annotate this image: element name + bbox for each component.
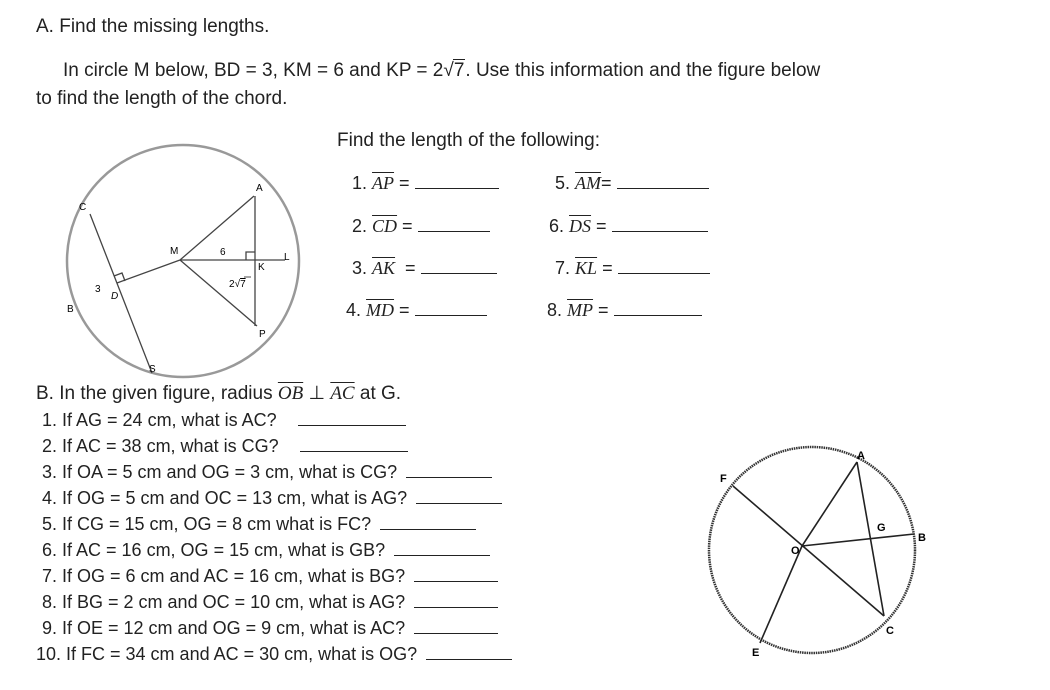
- answer-blank[interactable]: [394, 541, 490, 556]
- part-b-question-5: 5. If CG = 15 cm, OG = 8 cm what is FC?: [42, 511, 476, 537]
- label-e: E: [752, 647, 760, 659]
- item-6: 6. $\overline{DS}$ =: [549, 216, 708, 237]
- segment-ma: [180, 196, 254, 260]
- answer-blank[interactable]: [416, 489, 502, 504]
- label-k: K: [258, 262, 265, 273]
- part-b-question-9: 9. If OE = 12 cm and OG = 9 cm, what is AC?: [42, 615, 498, 641]
- item-4: 4. $\overline{MD}$ =: [346, 300, 487, 321]
- part-b-question-7: 7. If OG = 6 cm and AC = 16 cm, what is BG?: [42, 563, 498, 589]
- circle-o-figure: [690, 440, 950, 670]
- label-f: F: [720, 473, 727, 485]
- segment-mp: [180, 260, 257, 326]
- item-3: 3. $\overline{AK}$ =: [352, 258, 497, 279]
- answer-blank[interactable]: [415, 174, 499, 189]
- part-b-heading: B. In the given figure, radius $\overline{OB}$ ⊥ $\overline{AC}$ at G.: [36, 383, 402, 404]
- answer-blank[interactable]: [418, 217, 490, 232]
- diameter-fc: [733, 486, 884, 616]
- label-c: C: [886, 625, 894, 637]
- answer-blank[interactable]: [617, 174, 709, 189]
- label-b: B: [918, 532, 926, 544]
- label-l: L: [284, 252, 290, 263]
- part-b-question-3: 3. If OA = 5 cm and OG = 3 cm, what is CG?: [42, 459, 492, 485]
- label-p: P: [259, 329, 266, 340]
- answer-blank[interactable]: [614, 301, 702, 316]
- answer-blank[interactable]: [300, 437, 408, 452]
- answer-blank[interactable]: [414, 619, 498, 634]
- item-2: 2. $\overline{CD}$ =: [352, 216, 490, 237]
- label-g: G: [877, 522, 886, 534]
- answer-blank[interactable]: [415, 301, 487, 316]
- label-a: A: [857, 450, 865, 462]
- radius-ob: [802, 534, 914, 546]
- label-c: C: [79, 202, 87, 213]
- answer-blank[interactable]: [298, 411, 406, 426]
- item-1: 1. $\overline{AP}$ =: [352, 173, 499, 194]
- right-angle-k: [246, 252, 255, 260]
- label-d: D: [111, 291, 119, 302]
- circle-m: [67, 145, 299, 377]
- item-8: 8. $\overline{MP}$ =: [547, 300, 702, 321]
- part-b-question-2: 2. If AC = 38 cm, what is CG?: [42, 433, 408, 459]
- label-b: B: [67, 304, 74, 315]
- answer-blank[interactable]: [426, 645, 512, 660]
- label-three: 3: [95, 284, 101, 295]
- part-a-intro-line2: to find the length of the chord.: [36, 88, 288, 109]
- answer-blank[interactable]: [414, 567, 498, 582]
- part-b-question-4: 4. If OG = 5 cm and OC = 13 cm, what is AG?: [42, 485, 502, 511]
- answer-blank[interactable]: [380, 515, 476, 530]
- answer-blank[interactable]: [618, 259, 710, 274]
- part-b-question-1: 1. If AG = 24 cm, what is AC?: [42, 407, 406, 433]
- label-m: M: [170, 246, 179, 257]
- part-a-heading: A. Find the missing lengths.: [36, 16, 270, 37]
- answer-blank[interactable]: [421, 259, 497, 274]
- item-5: 5. $\overline{AM}=$: [555, 173, 709, 194]
- label-a: A: [256, 183, 263, 194]
- answer-blank[interactable]: [406, 463, 492, 478]
- part-b-question-10: 10. If FC = 34 cm and AC = 30 cm, what is OG?: [36, 641, 512, 667]
- label-six: 6: [220, 247, 226, 258]
- label-s: S: [149, 364, 156, 375]
- part-a-intro: In circle M below, BD = 3, KM = 6 and KP = 2√7. Use this information and the figure below: [63, 60, 821, 81]
- segment-md: [117, 260, 180, 283]
- find-heading: Find the length of the following:: [337, 130, 601, 151]
- item-7: 7. $\overline{KL}$ =: [555, 258, 710, 279]
- answer-blank[interactable]: [414, 593, 498, 608]
- part-b-question-8: 8. If BG = 2 cm and OC = 10 cm, what is AG?: [42, 589, 498, 615]
- sqrt-sign: √: [443, 60, 454, 81]
- circle-o: [709, 447, 915, 653]
- label-two-root-seven: 2√7: [229, 279, 246, 290]
- circle-m-figure: [0, 0, 330, 380]
- label-o: O: [791, 545, 800, 557]
- radius-oe: [760, 546, 802, 643]
- answer-blank[interactable]: [612, 217, 708, 232]
- part-b-question-6: 6. If AC = 16 cm, OG = 15 cm, what is GB?: [42, 537, 490, 563]
- radius-oa: [802, 462, 857, 546]
